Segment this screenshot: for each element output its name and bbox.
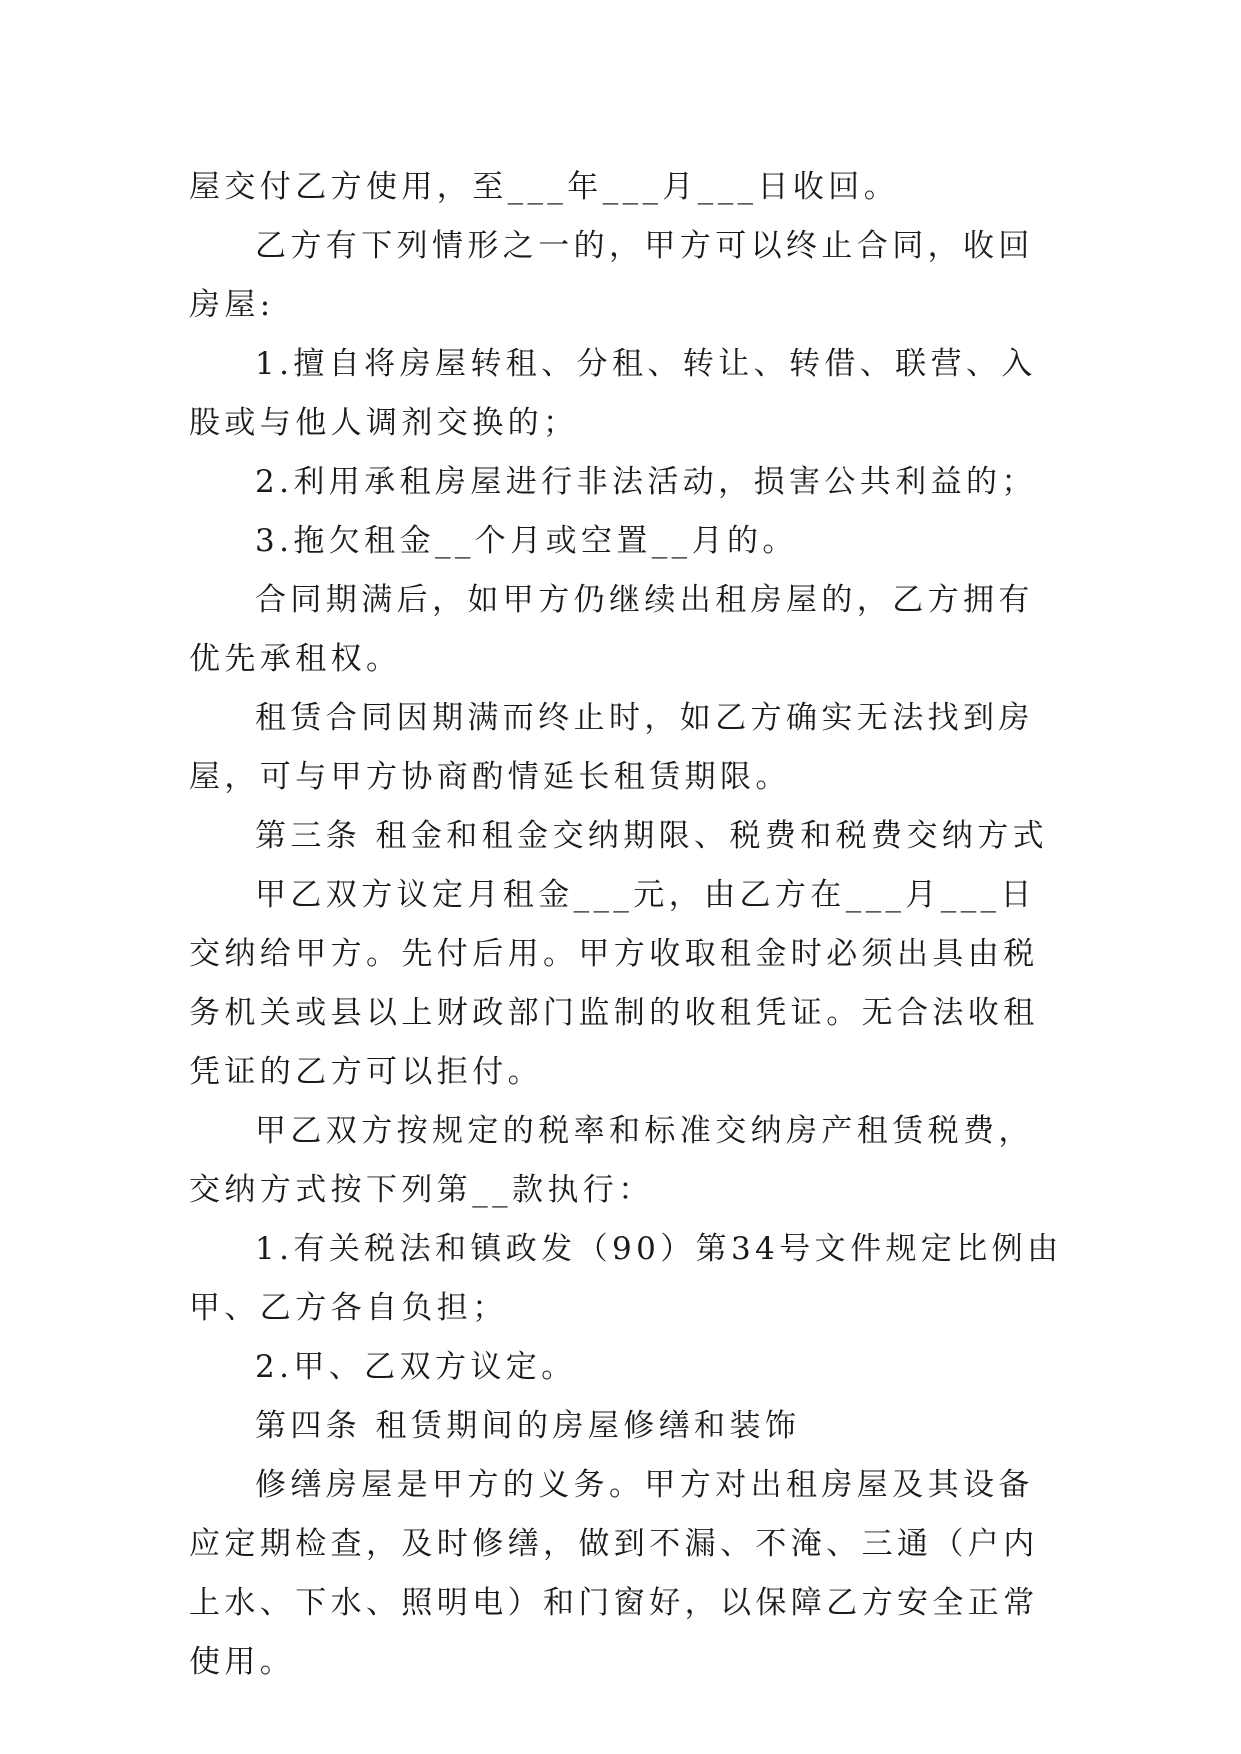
- paragraph-tax-payment: 甲乙双方按规定的税率和标准交纳房产租赁税费，交纳方式按下列第__款执行：: [189, 1113, 1034, 1208]
- list-item-tax-law: 1.有关税法和镇政发（90）第34号文件规定比例由甲、乙方各自负担；: [189, 1231, 1063, 1326]
- paragraph-repair-duty: 修缮房屋是甲方的义务。甲方对出租房屋及其设备应定期检查，及时修缮，做到不漏、不淹、三通（户内上水、下水、照明电）和门窗好，以保障乙方安全正常使用。: [189, 1467, 1039, 1680]
- paragraph-delivery-return: 屋交付乙方使用，至___年___月___日收回。: [189, 169, 900, 205]
- paragraph-priority-renewal: 合同期满后，如甲方仍继续出租房屋的，乙方拥有优先承租权。: [189, 582, 1034, 677]
- section-heading-article-3: 第三条 租金和租金交纳期限、税费和税费交纳方式: [255, 818, 1049, 854]
- document-body: [189, 158, 1069, 1692]
- section-heading-article-4: 第四条 租赁期间的房屋修缮和装饰: [255, 1408, 801, 1444]
- paragraph-termination-conditions: 乙方有下列情形之一的，甲方可以终止合同，收回房屋:: [189, 228, 1034, 323]
- list-item-illegal-use: 2.利用承租房屋进行非法活动，损害公共利益的；: [255, 464, 1037, 500]
- list-item-sublet: 1.擅自将房屋转租、分租、转让、转借、联营、入股或与他人调剂交换的；: [189, 346, 1037, 441]
- list-item-mutual-agreement: 2.甲、乙双方议定。: [255, 1349, 577, 1385]
- paragraph-rent-payment: 甲乙双方议定月租金___元，由乙方在___月___日交纳给甲方。先付后用。甲方收取租金时必须出具由税务机关或县以上财政部门监制的收租凭证。无合法收租凭证的乙方可以拒付。: [189, 877, 1039, 1090]
- list-item-arrears: 3.拖欠租金__个月或空置__月的。: [255, 523, 798, 559]
- paragraph-extension: 租赁合同因期满而终止时，如乙方确实无法找到房屋，可与甲方协商酌情延长租赁期限。: [189, 700, 1034, 795]
